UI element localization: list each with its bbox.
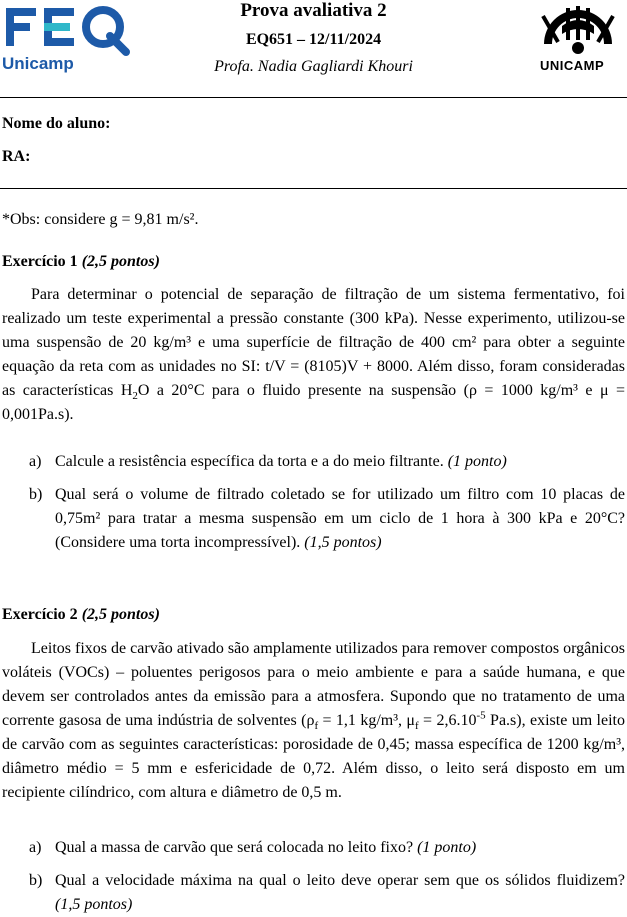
- exercise-2-title: Exercício 2: [2, 606, 78, 623]
- item-points: (1,5 pontos): [55, 896, 133, 913]
- exercise-2-item-b: [29, 869, 625, 917]
- unicamp-logo-text: UNICAMP: [540, 58, 605, 73]
- ex2-text-part3: = 2,6.10: [418, 712, 477, 729]
- item-text: Qual será o volume de filtrado coletado se for utilizado um filtro com 10 placas de 0,75m² para tratar a mesma suspensão em um ciclo de 1 hora à 300 kPa e 20°C? (Considere uma torta incompressível).: [55, 486, 625, 551]
- exam-title: Prova avaliativa 2: [240, 0, 387, 21]
- ex2-text-part1: Leitos fixos de carvão ativado são amplamente utilizados para remover compostos orgânicos voláteis (VOCs) – poluentes perigosos para o meio ambiente e para a saúde humana, e que devem ser controlados antes da emissão para a atmosfera. Supondo que no tratamento de uma corrente gasosa de uma indústria de solventes (ρ: [2, 640, 625, 729]
- header-divider: [0, 97, 627, 98]
- exercise-1-item-b: [29, 483, 625, 555]
- item-label: b): [29, 872, 43, 889]
- ex2-text-part2: = 1,1 kg/m³, μ: [318, 712, 415, 729]
- ex2-subscript-mu: f: [414, 720, 419, 733]
- feq-logo-subtitle: Unicamp: [2, 54, 74, 73]
- exercise-1-statement: [2, 283, 625, 427]
- exercise-1-title: Exercício 1: [2, 253, 78, 270]
- professor-name: Profa. Nadia Gagliardi Khouri: [214, 58, 413, 75]
- ex1-text-part1: Para determinar o potencial de separação de filtração de um sistema fermentativo, foi realizado um teste experimental a pressão constante (300 kPa). Nesse experimento, utilizou-se uma suspensão de 20 kg/m³ e uma superfície de filtração de 400 cm² para obter a seguinte equação da reta com as unidades no SI: t/V = (8105)V + 8000. Além disso, foram consideradas as características H: [2, 286, 625, 399]
- student-name-label: Nome do aluno:: [2, 115, 111, 132]
- ex2-text-part4: Pa.s), existe um leito de carvão com as seguintes características: porosidade de 0,45; massa específica de 1200 kg/m³, diâmetro médio = 5 mm e esfericidade de 0,72. Além disso, o leito será disposto em um recipiente cilíndrico, com altura e diâmetro de 0,5 m.: [2, 712, 625, 801]
- exercise-2-statement: [2, 637, 625, 805]
- course-date: EQ651 – 12/11/2024: [245, 31, 382, 48]
- item-label: a): [29, 839, 42, 856]
- item-text: Qual a massa de carvão que será colocada no leito fixo?: [55, 839, 414, 856]
- exercise-1-heading: [2, 250, 160, 274]
- exercise-1-points: (2,5 pontos): [81, 253, 160, 270]
- ex1-text-part2: O a 20°C para o fluido presente na suspensão (ρ = 1000 kg/m³ e μ = 0,001Pa.s).: [2, 382, 625, 423]
- student-ra-label: RA:: [2, 148, 31, 165]
- item-text: Calcule a resistência específica da torta e a do meio filtrante.: [55, 453, 444, 470]
- item-label: a): [29, 453, 42, 470]
- exercise-2-points: (2,5 pontos): [81, 606, 160, 623]
- item-points: (1,5 pontos): [304, 534, 382, 551]
- exercise-1-item-a: [29, 450, 625, 474]
- obs-note: *Obs: considere g = 9,81 m/s².: [2, 211, 199, 228]
- item-points: (1 ponto): [447, 453, 507, 470]
- ex2-superscript: -5: [476, 709, 486, 722]
- ex2-subscript-rho: f: [314, 720, 319, 733]
- item-points: (1 ponto): [417, 839, 477, 856]
- exercise-2-item-a: [29, 836, 625, 860]
- student-divider: [0, 188, 627, 189]
- unicamp-emblem: [534, 4, 622, 58]
- exercise-2-heading: [2, 603, 160, 627]
- item-label: b): [29, 486, 43, 503]
- ex1-subscript: 2: [132, 390, 138, 403]
- item-text: Qual a velocidade máxima na qual o leito deve operar sem que os sólidos fluidizem?: [55, 872, 625, 889]
